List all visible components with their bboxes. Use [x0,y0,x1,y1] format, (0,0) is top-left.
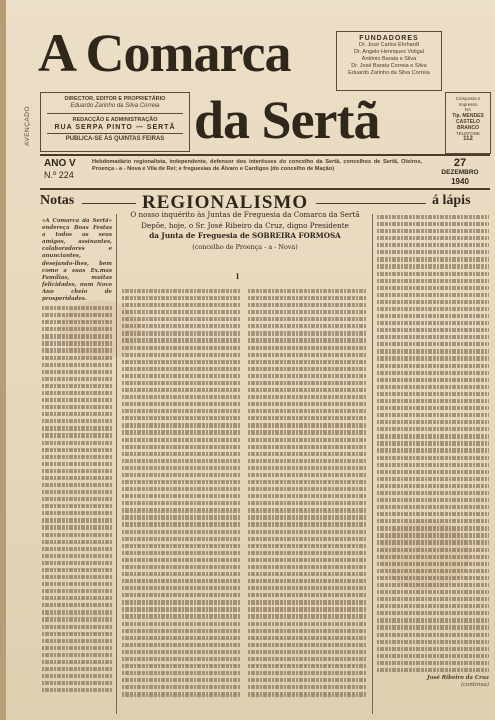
text-line-filler [42,547,112,551]
printer-box [445,92,491,154]
text-line-filler [122,338,240,342]
text-line-filler [377,456,489,460]
text-line-filler [122,572,240,576]
text-line-filler [122,565,240,569]
text-line-filler [248,515,366,519]
founder-name: António Barata e Silva [361,56,417,62]
text-line-filler [248,558,366,562]
issue-year: ANO V [44,158,76,169]
text-line-filler [42,525,112,529]
text-line-filler [377,427,489,431]
text-line-filler [377,434,489,438]
text-line-filler [122,515,240,519]
text-line-filler [377,604,489,608]
text-line-filler [248,338,366,342]
text-line-filler [122,303,240,307]
text-line-filler [122,360,240,364]
text-line-filler [42,327,112,331]
text-line-filler [42,356,112,360]
text-line-filler [377,364,489,368]
text-line-filler [377,583,489,587]
text-line-filler [377,668,489,672]
notas-rule [82,203,136,204]
issue-rule [40,188,490,190]
text-line-filler [248,310,366,314]
text-line-filler [248,367,366,371]
text-line-filler [122,430,240,434]
text-line-filler [122,544,240,548]
founder-name: Eduardo Zarinho da Silva Correia [348,70,430,76]
text-line-filler [248,565,366,569]
text-line-filler [122,459,240,463]
text-line-filler [122,310,240,314]
text-line-filler [248,572,366,576]
lapis-rule [316,203,426,204]
founders-title: FUNDADORES [359,35,419,42]
text-line-filler [248,388,366,392]
text-line-filler [377,257,489,261]
text-line-filler [122,423,240,427]
text-line-filler [248,416,366,420]
subtitle-line: da Junta de Freguesia de SOBREIRA FORMOSA [149,231,341,240]
text-line-filler [42,504,112,508]
text-line-filler [42,320,112,324]
text-line-filler [122,317,240,321]
text-line-filler [377,640,489,644]
text-line-filler [42,540,112,544]
address: RUA SERPA PINTO — SERTÃ [54,124,176,131]
text-line-filler [377,272,489,276]
text-line-filler [377,406,489,410]
text-line-filler [122,296,240,300]
column-divider [372,214,373,714]
text-line-filler [42,384,112,388]
text-line-filler [248,664,366,668]
text-line-filler [122,395,240,399]
text-line-filler [248,374,366,378]
text-line-filler [248,303,366,307]
issue-date-year: 1940 [451,177,469,186]
text-line-filler [42,469,112,473]
text-line-filler [377,625,489,629]
text-line-filler [377,321,489,325]
text-line-filler [122,522,240,526]
printer-phone: 112 [463,136,473,143]
redaction-heading: REDACÇÃO E ADMINISTRAÇÃO [72,117,158,123]
text-line-filler [377,293,489,297]
text-line-filler [377,597,489,601]
text-line-filler [377,371,489,375]
article-column-1 [122,286,240,712]
text-line-filler [42,341,112,345]
text-line-filler [248,402,366,406]
text-line-filler [42,533,112,537]
text-line-filler [248,593,366,597]
text-line-filler [122,445,240,449]
text-line-filler [248,438,366,442]
text-line-filler [377,647,489,651]
text-line-filler [122,416,240,420]
text-line-filler [122,367,240,371]
text-line-filler [377,618,489,622]
text-line-filler [42,667,112,671]
text-line-filler [377,576,489,580]
text-line-filler [122,643,240,647]
top-rule [40,154,490,156]
text-line-filler [248,473,366,477]
text-line-filler [377,222,489,226]
text-line-filler [377,519,489,523]
text-line-filler [248,508,366,512]
text-line-filler [42,653,112,657]
text-line-filler [42,490,112,494]
text-line-filler [377,342,489,346]
text-line-filler [377,264,489,268]
issue-month: DEZEMBRO [441,169,479,176]
text-line-filler [377,470,489,474]
text-line-filler [122,586,240,590]
text-line-filler [122,650,240,654]
text-line-filler [248,614,366,618]
subtitle-line: (concelho de Proença - a - Nova) [192,242,298,251]
text-line-filler [248,537,366,541]
text-line-filler [42,313,112,317]
text-line-filler [248,289,366,293]
printer-name: Tip. MENDES [452,112,484,119]
text-line-filler [248,459,366,463]
text-line-filler [42,334,112,338]
text-line-filler [248,353,366,357]
text-line-filler [42,568,112,572]
printer-line: NA [464,107,472,113]
text-line-filler [377,356,489,360]
text-line-filler [42,348,112,352]
text-line-filler [42,462,112,466]
text-line-filler [248,671,366,675]
text-line-filler [248,423,366,427]
text-line-filler [248,678,366,682]
text-line-filler [248,466,366,470]
text-line-filler [42,476,112,480]
text-line-filler [377,335,489,339]
text-line-filler [377,540,489,544]
text-line-filler [248,530,366,534]
text-line-filler [377,328,489,332]
text-line-filler [248,600,366,604]
text-line-filler [122,388,240,392]
text-line-filler [42,596,112,600]
text-line-filler [122,374,240,378]
text-line-filler [377,555,489,559]
text-line-filler [122,508,240,512]
director-heading: DIRECTOR, EDITOR E PROPRIETÁRIO [64,96,166,102]
text-line-filler [377,399,489,403]
text-line-filler [122,473,240,477]
text-line-filler [42,575,112,579]
column-divider [116,214,117,714]
text-line-filler [248,381,366,385]
text-line-filler [377,491,489,495]
text-line-filler [248,494,366,498]
text-line-filler [248,607,366,611]
text-line-filler [377,611,489,615]
text-line-filler [377,498,489,502]
text-line-filler [122,579,240,583]
text-line-filler [122,501,240,505]
text-line-filler [377,279,489,283]
text-line-filler [377,512,489,516]
text-line-filler [377,590,489,594]
text-line-filler [122,289,240,293]
text-line-filler [377,420,489,424]
text-line-filler [122,466,240,470]
text-line-filler [42,419,112,423]
text-line-filler [248,360,366,364]
text-line-filler [42,681,112,685]
section-notas: Notas [40,193,75,208]
text-line-filler [42,391,112,395]
director-divider [47,113,183,114]
text-line-filler [248,317,366,321]
text-line-filler [248,522,366,526]
text-line-filler [248,501,366,505]
text-line-filler [377,654,489,658]
text-line-filler [377,215,489,219]
text-line-filler [122,438,240,442]
text-line-filler [377,243,489,247]
text-line-filler [377,300,489,304]
subtitle-line: Depõe, hoje, o Sr. José Ribeiro da Cruz, digno Presidente [141,220,349,230]
text-line-filler [377,307,489,311]
text-line-filler [377,286,489,290]
tagline: Hebdomadário regionalista, independente, defensor dos interêsses do concelho da Sertã, concelhos de Sertã, Oleiros, Proença - a - Nova e Vila de Rei; e freguesias de Álvaro e Cardigos (do concelho de Mação) [92,159,422,173]
text-line-filler [42,582,112,586]
text-line-filler [377,633,489,637]
section-a-lapis: á lápis [432,193,471,208]
text-line-filler [42,306,112,310]
text-line-filler [42,688,112,692]
text-line-filler [122,685,240,689]
printer-city: CASTELO BRANCO [456,118,480,131]
text-line-filler [377,505,489,509]
text-line-filler [248,409,366,413]
text-line-filler [377,236,489,240]
text-line-filler [377,385,489,389]
text-line-filler [42,554,112,558]
text-line-filler [122,346,240,350]
text-line-filler [248,445,366,449]
address-divider [47,133,183,134]
text-line-filler [248,296,366,300]
text-line-filler [248,480,366,484]
text-line-filler [122,452,240,456]
text-line-filler [42,448,112,452]
text-line-filler [248,551,366,555]
text-line-filler [122,664,240,668]
issue-day: 27 [453,157,467,169]
text-line-filler [122,381,240,385]
text-line-filler [122,402,240,406]
masthead-title-line2: da Sertã [194,90,380,150]
text-line-filler [248,692,366,696]
text-line-filler [248,629,366,633]
text-line-filler [122,636,240,640]
text-line-filler [42,674,112,678]
founders-box [336,31,442,91]
text-line-filler [42,497,112,501]
text-line-filler [122,551,240,555]
text-line-filler [377,484,489,488]
text-line-filler [248,586,366,590]
text-line-filler [122,593,240,597]
text-line-filler [42,617,112,621]
text-line-filler [248,685,366,689]
text-line-filler [42,646,112,650]
text-line-filler [377,314,489,318]
text-line-filler [248,650,366,654]
text-line-filler [42,398,112,402]
text-line-filler [122,494,240,498]
director-box [40,92,190,152]
text-line-filler [248,544,366,548]
text-line-filler [377,477,489,481]
text-line-filler [42,639,112,643]
text-line-filler [42,441,112,445]
text-line-filler [248,430,366,434]
text-line-filler [42,370,112,374]
text-line-filler [42,455,112,459]
article-subtitle [122,210,368,270]
article-section-number: I [236,272,240,281]
text-line-filler [122,331,240,335]
text-line-filler [122,614,240,618]
notes-column [42,218,112,712]
text-line-filler [122,629,240,633]
text-line-filler [42,363,112,367]
founder-name: Dr. Angelo Henriques Vidigal [354,49,424,55]
text-line-filler [42,603,112,607]
text-line-filler [377,526,489,530]
text-line-filler [377,250,489,254]
text-line-filler [377,448,489,452]
text-line-filler [248,395,366,399]
text-line-filler [122,324,240,328]
text-line-filler [122,480,240,484]
issue-number: N.º 224 [44,170,74,180]
text-line-filler [377,413,489,417]
text-line-filler [122,530,240,534]
text-line-filler [377,378,489,382]
text-line-filler [42,589,112,593]
founder-name: Dr. José Carlos Ehrhardt [358,42,420,48]
vertical-label: AVENÇADO [24,106,31,146]
text-line-filler [377,569,489,573]
text-line-filler [42,610,112,614]
text-line-filler [377,548,489,552]
publication-day: PUBLICA-SE ÀS QUINTAS FEIRAS [65,136,165,142]
text-line-filler [248,331,366,335]
printer-line: Composto e Impresso [455,96,481,107]
text-line-filler [248,324,366,328]
notes-intro: «A Comarca da Sertã» endereça Boas Festas a todos os seus amigos, assinantes, colaboradores e anunciantes, desejando-lhes, bem como a suas Ex.mas Famílias, muitas felicidades, num Novo Ano cheio de prosperidades. [42,218,112,303]
text-line-filler [122,600,240,604]
text-line-filler [42,426,112,430]
text-line-filler [248,346,366,350]
text-line-filler [377,349,489,353]
text-line-filler [42,433,112,437]
text-line-filler [377,562,489,566]
article-signature: José Ribeiro da Cruz [427,674,489,681]
text-line-filler [122,353,240,357]
text-line-filler [122,558,240,562]
text-line-filler [122,692,240,696]
text-line-filler [248,487,366,491]
text-line-filler [122,487,240,491]
text-line-filler [122,409,240,413]
text-line-filler [42,483,112,487]
director-name: Eduardo Zarinho da Silva Correia [70,103,160,109]
text-line-filler [377,463,489,467]
masthead-title-line1: A Comarca [38,23,291,83]
text-line-filler [248,452,366,456]
text-line-filler [42,412,112,416]
text-line-filler [122,607,240,611]
text-line-filler [122,622,240,626]
text-line-filler [42,660,112,664]
lapis-column [377,212,489,712]
text-line-filler [248,636,366,640]
text-line-filler [42,625,112,629]
text-line-filler [377,229,489,233]
text-line-filler [377,661,489,665]
text-line-filler [248,579,366,583]
article-continues: (continua) [461,682,489,689]
text-line-filler [122,537,240,541]
text-line-filler [248,622,366,626]
text-line-filler [122,678,240,682]
text-line-filler [377,441,489,445]
text-line-filler [42,518,112,522]
page-spine [0,0,6,720]
text-line-filler [42,511,112,515]
text-line-filler [122,671,240,675]
text-line-filler [377,392,489,396]
text-line-filler [42,405,112,409]
text-line-filler [377,533,489,537]
text-line-filler [42,632,112,636]
section-regionalismo: REGIONALISMO [142,192,309,213]
subtitle-line: O nosso inquérito às Juntas de Freguesia da Comarca da Sertã [130,210,360,219]
article-column-2 [248,286,366,712]
text-line-filler [42,561,112,565]
printer-phone-label: TELEFONE [455,130,481,136]
text-line-filler [248,657,366,661]
founder-name: Dr. José Barata Correia e Silva [351,63,427,69]
text-line-filler [42,377,112,381]
text-line-filler [248,643,366,647]
text-line-filler [122,657,240,661]
